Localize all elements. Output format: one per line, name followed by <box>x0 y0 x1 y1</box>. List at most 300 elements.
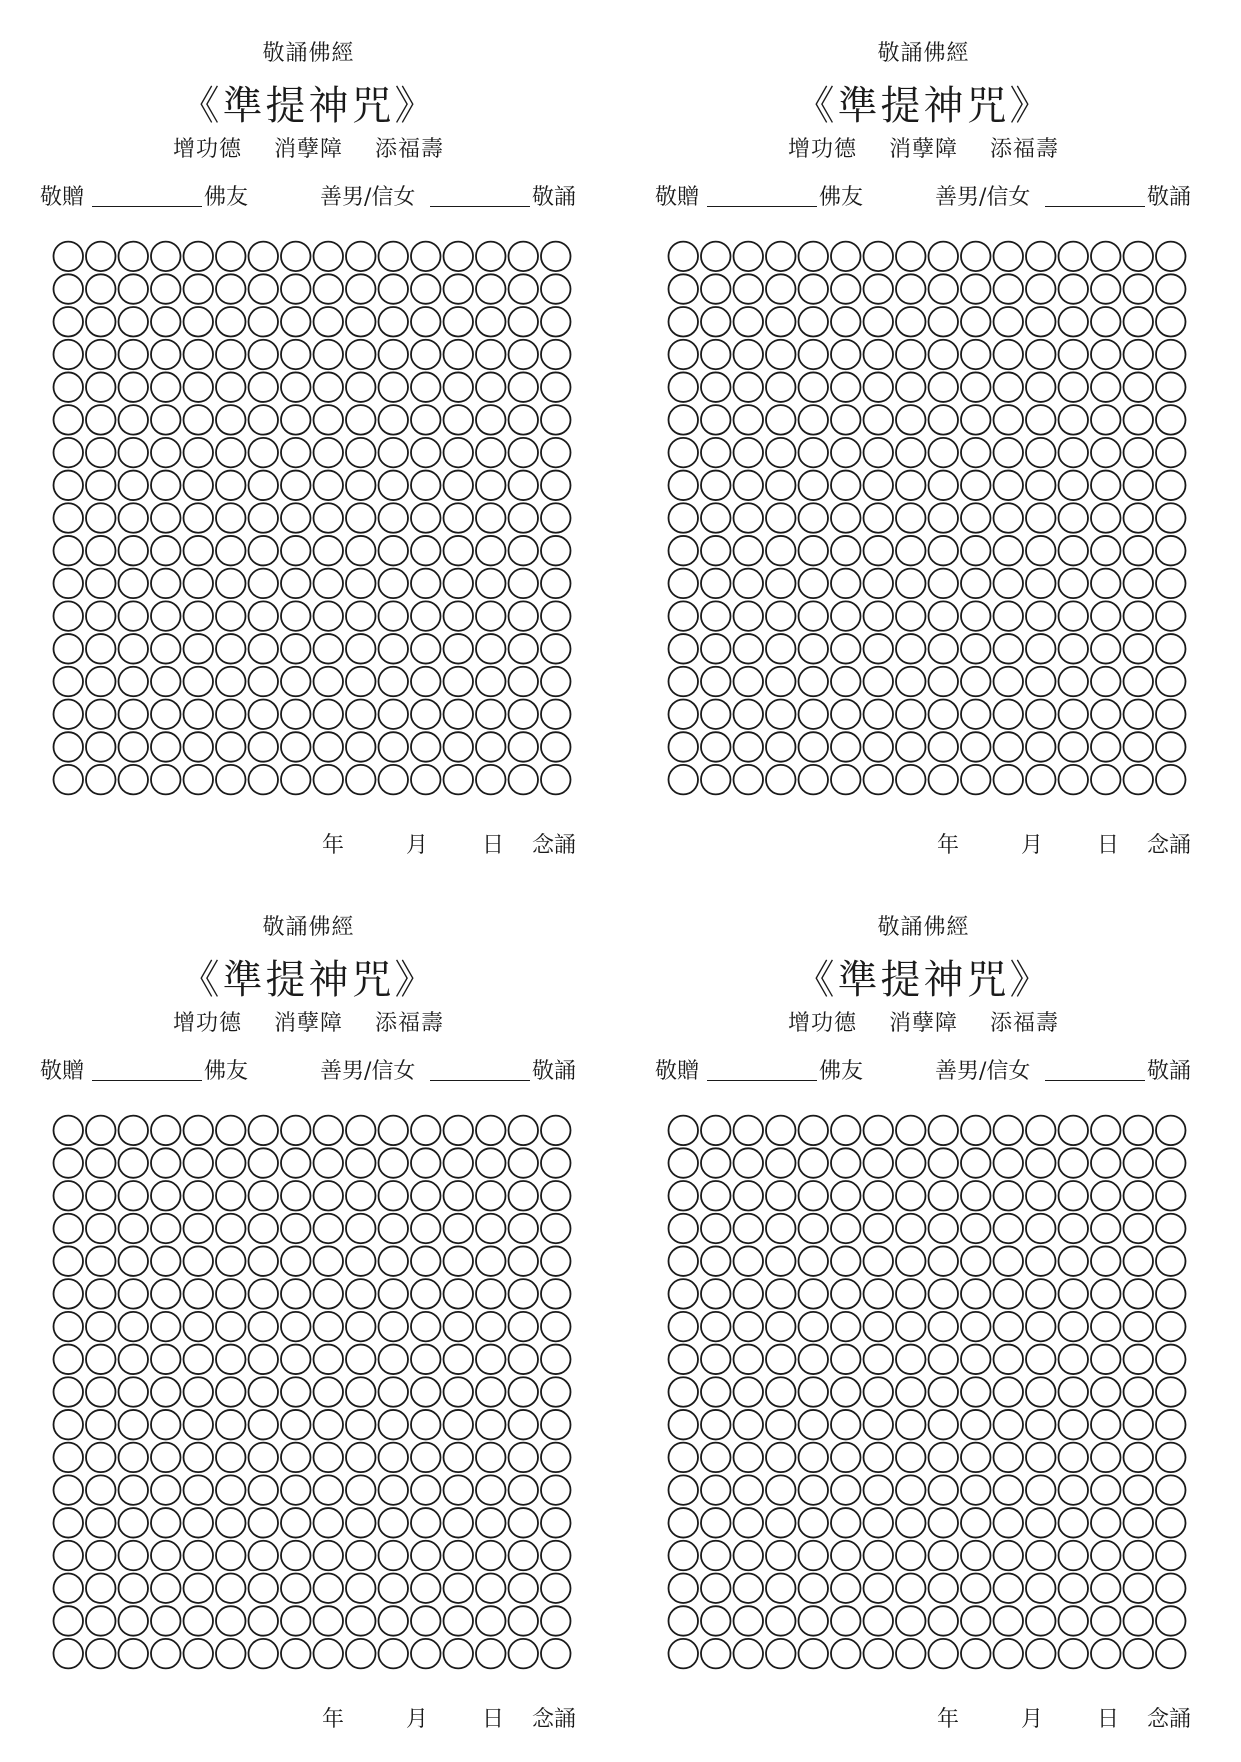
recitation-circle[interactable] <box>734 1148 764 1178</box>
recitation-circle[interactable] <box>1059 1279 1089 1309</box>
recitation-circle[interactable] <box>476 1345 506 1375</box>
recitation-circle[interactable] <box>929 1246 959 1276</box>
recitation-circle[interactable] <box>541 1312 571 1342</box>
recitation-circle[interactable] <box>669 765 699 795</box>
recitation-circle[interactable] <box>896 307 926 337</box>
recitation-circle[interactable] <box>86 699 116 729</box>
recitation-circle[interactable] <box>896 274 926 304</box>
recitation-circle[interactable] <box>86 601 116 631</box>
recitation-circle[interactable] <box>379 536 409 566</box>
recitation-circle[interactable] <box>961 1181 991 1211</box>
recitation-circle[interactable] <box>701 503 731 533</box>
recitation-circle[interactable] <box>734 1246 764 1276</box>
recitation-circle[interactable] <box>701 307 731 337</box>
recitation-circle[interactable] <box>184 1116 214 1146</box>
recitation-circle[interactable] <box>929 1541 959 1571</box>
recitation-circle[interactable] <box>346 536 376 566</box>
recitation-circle[interactable] <box>961 1508 991 1538</box>
recitation-circle[interactable] <box>961 471 991 501</box>
recitation-circle[interactable] <box>1091 536 1121 566</box>
recitation-circle[interactable] <box>929 569 959 599</box>
recitation-circle[interactable] <box>411 765 441 795</box>
recitation-circle[interactable] <box>509 536 539 566</box>
recitation-circle[interactable] <box>509 634 539 664</box>
recitation-circle[interactable] <box>766 405 796 435</box>
recitation-circle[interactable] <box>1091 634 1121 664</box>
recitation-circle[interactable] <box>281 1639 311 1669</box>
recitation-circle[interactable] <box>54 307 84 337</box>
recitation-circle[interactable] <box>701 1246 731 1276</box>
recitation-circle[interactable] <box>1124 1214 1154 1244</box>
recitation-circle[interactable] <box>54 601 84 631</box>
recitation-circle[interactable] <box>961 569 991 599</box>
recitation-circle[interactable] <box>379 405 409 435</box>
recitation-circle[interactable] <box>411 1279 441 1309</box>
recitation-circle[interactable] <box>509 601 539 631</box>
recitation-circle[interactable] <box>701 1312 731 1342</box>
recitation-circle[interactable] <box>669 340 699 370</box>
recitation-circle[interactable] <box>184 1279 214 1309</box>
recitation-circle[interactable] <box>184 634 214 664</box>
recitation-circle[interactable] <box>86 1148 116 1178</box>
recitation-circle[interactable] <box>864 1116 894 1146</box>
recitation-circle[interactable] <box>669 1181 699 1211</box>
recitation-circle[interactable] <box>346 732 376 762</box>
recitation-circle[interactable] <box>476 765 506 795</box>
recitation-circle[interactable] <box>669 1377 699 1407</box>
recitation-circle[interactable] <box>669 536 699 566</box>
recitation-circle[interactable] <box>184 405 214 435</box>
recitation-circle[interactable] <box>249 601 279 631</box>
recitation-circle[interactable] <box>281 1312 311 1342</box>
recitation-circle[interactable] <box>379 1573 409 1603</box>
recitation-circle[interactable] <box>896 405 926 435</box>
recitation-circle[interactable] <box>766 1508 796 1538</box>
recitation-circle[interactable] <box>1059 1345 1089 1375</box>
recitation-circle[interactable] <box>896 1377 926 1407</box>
reciter-blank[interactable] <box>430 1080 530 1081</box>
recitation-circle[interactable] <box>184 1475 214 1505</box>
recitation-circle[interactable] <box>994 307 1024 337</box>
recitation-circle[interactable] <box>541 405 571 435</box>
recitation-circle[interactable] <box>1156 634 1186 664</box>
recitation-circle[interactable] <box>831 1345 861 1375</box>
recitation-circle[interactable] <box>346 1508 376 1538</box>
recitation-circle[interactable] <box>766 1181 796 1211</box>
recitation-circle[interactable] <box>1091 274 1121 304</box>
recitation-circle[interactable] <box>994 1214 1024 1244</box>
recitation-circle[interactable] <box>669 1148 699 1178</box>
recitation-circle[interactable] <box>54 536 84 566</box>
recitation-circle[interactable] <box>961 1443 991 1473</box>
recitation-circle[interactable] <box>929 1345 959 1375</box>
recitation-circle[interactable] <box>994 1475 1024 1505</box>
recitation-circle[interactable] <box>151 307 181 337</box>
recitation-circle[interactable] <box>831 1181 861 1211</box>
recitation-circle[interactable] <box>734 1443 764 1473</box>
recitation-circle[interactable] <box>994 1377 1024 1407</box>
recitation-circle[interactable] <box>216 1181 246 1211</box>
recitation-circle[interactable] <box>86 242 116 272</box>
recitation-circle[interactable] <box>831 765 861 795</box>
recitation-circle[interactable] <box>994 1279 1024 1309</box>
recitation-circle[interactable] <box>994 1541 1024 1571</box>
recitation-circle[interactable] <box>444 1279 474 1309</box>
recitation-circle[interactable] <box>1124 569 1154 599</box>
recitation-circle[interactable] <box>476 307 506 337</box>
recitation-circle[interactable] <box>119 274 149 304</box>
recitation-circle[interactable] <box>1059 1246 1089 1276</box>
recitation-circle[interactable] <box>1059 699 1089 729</box>
recitation-circle[interactable] <box>1091 1443 1121 1473</box>
recitation-circle[interactable] <box>54 765 84 795</box>
recitation-circle[interactable] <box>379 601 409 631</box>
recitation-circle[interactable] <box>1091 1181 1121 1211</box>
recitation-circle[interactable] <box>314 601 344 631</box>
recitation-circle[interactable] <box>1091 405 1121 435</box>
recitation-circle[interactable] <box>346 765 376 795</box>
recitation-circle[interactable] <box>86 340 116 370</box>
recitation-circle[interactable] <box>346 274 376 304</box>
recitation-circle[interactable] <box>1091 1541 1121 1571</box>
recitation-circle[interactable] <box>669 1443 699 1473</box>
recitation-circle[interactable] <box>929 307 959 337</box>
recitation-circle[interactable] <box>669 667 699 697</box>
recitation-circle[interactable] <box>864 536 894 566</box>
recitation-circle[interactable] <box>476 1606 506 1636</box>
recitation-circle[interactable] <box>281 274 311 304</box>
recitation-circle[interactable] <box>541 1181 571 1211</box>
recitation-circle[interactable] <box>411 667 441 697</box>
recitation-circle[interactable] <box>994 1443 1024 1473</box>
recitation-circle[interactable] <box>669 1312 699 1342</box>
recitation-circle[interactable] <box>54 372 84 402</box>
recitation-circle[interactable] <box>766 601 796 631</box>
recitation-circle[interactable] <box>701 732 731 762</box>
recitation-circle[interactable] <box>831 1606 861 1636</box>
recitation-circle[interactable] <box>541 438 571 468</box>
recitation-circle[interactable] <box>281 1475 311 1505</box>
recitation-circle[interactable] <box>929 634 959 664</box>
recitation-circle[interactable] <box>799 732 829 762</box>
recitation-circle[interactable] <box>1156 274 1186 304</box>
recitation-circle[interactable] <box>1026 438 1056 468</box>
recitation-circle[interactable] <box>119 503 149 533</box>
recitation-circle[interactable] <box>734 1475 764 1505</box>
recitation-circle[interactable] <box>1156 1345 1186 1375</box>
recitation-circle[interactable] <box>411 1606 441 1636</box>
recitation-circle[interactable] <box>701 765 731 795</box>
recitation-circle[interactable] <box>799 242 829 272</box>
recitation-circle[interactable] <box>1026 667 1056 697</box>
recitation-circle[interactable] <box>54 1443 84 1473</box>
recitation-circle[interactable] <box>216 340 246 370</box>
recitation-circle[interactable] <box>54 1246 84 1276</box>
recipient-blank[interactable] <box>92 206 202 207</box>
recitation-circle[interactable] <box>151 438 181 468</box>
recitation-circle[interactable] <box>799 438 829 468</box>
recitation-circle[interactable] <box>1156 1116 1186 1146</box>
recitation-circle[interactable] <box>994 274 1024 304</box>
recitation-circle[interactable] <box>766 1148 796 1178</box>
recitation-circle[interactable] <box>734 1639 764 1669</box>
recitation-circle[interactable] <box>411 340 441 370</box>
recitation-circle[interactable] <box>411 1345 441 1375</box>
recitation-circle[interactable] <box>184 1148 214 1178</box>
recitation-circle[interactable] <box>701 1475 731 1505</box>
recitation-circle[interactable] <box>1059 1410 1089 1440</box>
recitation-circle[interactable] <box>929 536 959 566</box>
recitation-circle[interactable] <box>86 1475 116 1505</box>
recitation-circle[interactable] <box>314 765 344 795</box>
recitation-circle[interactable] <box>864 732 894 762</box>
recitation-circle[interactable] <box>151 340 181 370</box>
recitation-circle[interactable] <box>1059 503 1089 533</box>
recitation-circle[interactable] <box>994 601 1024 631</box>
recitation-circle[interactable] <box>864 1508 894 1538</box>
recitation-circle[interactable] <box>669 569 699 599</box>
recitation-circle[interactable] <box>994 569 1024 599</box>
recitation-circle[interactable] <box>216 438 246 468</box>
recitation-circle[interactable] <box>119 405 149 435</box>
recitation-circle[interactable] <box>54 1377 84 1407</box>
recitation-circle[interactable] <box>896 1639 926 1669</box>
recitation-circle[interactable] <box>929 274 959 304</box>
recitation-circle[interactable] <box>1124 503 1154 533</box>
recitation-circle[interactable] <box>216 569 246 599</box>
recitation-circle[interactable] <box>541 1345 571 1375</box>
recitation-circle[interactable] <box>961 667 991 697</box>
recitation-circle[interactable] <box>444 1377 474 1407</box>
recitation-circle[interactable] <box>444 1508 474 1538</box>
recitation-circle[interactable] <box>54 438 84 468</box>
recitation-circle[interactable] <box>799 1181 829 1211</box>
recitation-circle[interactable] <box>476 1181 506 1211</box>
recitation-circle[interactable] <box>1026 1148 1056 1178</box>
recitation-circle[interactable] <box>799 1246 829 1276</box>
recitation-circle[interactable] <box>701 274 731 304</box>
recitation-circle[interactable] <box>86 1377 116 1407</box>
recitation-circle[interactable] <box>929 1214 959 1244</box>
recitation-circle[interactable] <box>1124 340 1154 370</box>
recitation-circle[interactable] <box>669 307 699 337</box>
recitation-circle[interactable] <box>734 1410 764 1440</box>
recitation-circle[interactable] <box>734 634 764 664</box>
recitation-circle[interactable] <box>184 699 214 729</box>
recitation-circle[interactable] <box>734 1541 764 1571</box>
recitation-circle[interactable] <box>799 699 829 729</box>
recitation-circle[interactable] <box>249 765 279 795</box>
recitation-circle[interactable] <box>1059 242 1089 272</box>
recitation-circle[interactable] <box>994 405 1024 435</box>
recitation-circle[interactable] <box>799 405 829 435</box>
recitation-circle[interactable] <box>119 1573 149 1603</box>
recitation-circle[interactable] <box>961 372 991 402</box>
recitation-circle[interactable] <box>314 340 344 370</box>
recitation-circle[interactable] <box>444 438 474 468</box>
recitation-circle[interactable] <box>831 242 861 272</box>
recitation-circle[interactable] <box>1091 1279 1121 1309</box>
recitation-circle[interactable] <box>994 1246 1024 1276</box>
recitation-circle[interactable] <box>896 503 926 533</box>
recitation-circle[interactable] <box>541 242 571 272</box>
recitation-circle[interactable] <box>476 1573 506 1603</box>
recitation-circle[interactable] <box>864 1410 894 1440</box>
recitation-circle[interactable] <box>411 1181 441 1211</box>
recitation-circle[interactable] <box>151 242 181 272</box>
recitation-circle[interactable] <box>86 765 116 795</box>
recitation-circle[interactable] <box>766 274 796 304</box>
recitation-circle[interactable] <box>896 1312 926 1342</box>
recitation-circle[interactable] <box>346 1116 376 1146</box>
recitation-circle[interactable] <box>1026 307 1056 337</box>
recitation-circle[interactable] <box>216 1541 246 1571</box>
recitation-circle[interactable] <box>961 1573 991 1603</box>
recitation-circle[interactable] <box>281 699 311 729</box>
recitation-circle[interactable] <box>1091 503 1121 533</box>
recitation-circle[interactable] <box>896 340 926 370</box>
recitation-circle[interactable] <box>476 503 506 533</box>
recitation-circle[interactable] <box>444 1639 474 1669</box>
recitation-circle[interactable] <box>184 1214 214 1244</box>
recitation-circle[interactable] <box>929 242 959 272</box>
recitation-circle[interactable] <box>1026 1508 1056 1538</box>
recitation-circle[interactable] <box>216 1279 246 1309</box>
recitation-circle[interactable] <box>54 242 84 272</box>
recitation-circle[interactable] <box>541 307 571 337</box>
recitation-circle[interactable] <box>961 405 991 435</box>
recitation-circle[interactable] <box>896 1181 926 1211</box>
recitation-circle[interactable] <box>411 1246 441 1276</box>
recitation-circle[interactable] <box>444 1214 474 1244</box>
recitation-circle[interactable] <box>734 1279 764 1309</box>
recitation-circle[interactable] <box>86 1116 116 1146</box>
recitation-circle[interactable] <box>151 1606 181 1636</box>
recitation-circle[interactable] <box>831 274 861 304</box>
recitation-circle[interactable] <box>86 536 116 566</box>
recitation-circle[interactable] <box>509 242 539 272</box>
recitation-circle[interactable] <box>216 667 246 697</box>
recitation-circle[interactable] <box>896 242 926 272</box>
recitation-circle[interactable] <box>379 1541 409 1571</box>
recitation-circle[interactable] <box>346 1279 376 1309</box>
recitation-circle[interactable] <box>929 1312 959 1342</box>
recitation-circle[interactable] <box>1124 1116 1154 1146</box>
recitation-circle[interactable] <box>119 1246 149 1276</box>
recitation-circle[interactable] <box>216 1443 246 1473</box>
recitation-circle[interactable] <box>734 732 764 762</box>
recitation-circle[interactable] <box>346 1606 376 1636</box>
recitation-circle[interactable] <box>444 569 474 599</box>
recitation-circle[interactable] <box>379 1508 409 1538</box>
recitation-circle[interactable] <box>799 1214 829 1244</box>
recitation-circle[interactable] <box>929 471 959 501</box>
recitation-circle[interactable] <box>831 1377 861 1407</box>
recitation-circle[interactable] <box>961 242 991 272</box>
recitation-circle[interactable] <box>766 1573 796 1603</box>
recitation-circle[interactable] <box>444 601 474 631</box>
recitation-circle[interactable] <box>249 471 279 501</box>
recitation-circle[interactable] <box>1156 503 1186 533</box>
recitation-circle[interactable] <box>86 1345 116 1375</box>
recitation-circle[interactable] <box>1124 699 1154 729</box>
recitation-circle[interactable] <box>701 1508 731 1538</box>
recitation-circle[interactable] <box>994 438 1024 468</box>
recitation-circle[interactable] <box>119 1377 149 1407</box>
recitation-circle[interactable] <box>1026 1181 1056 1211</box>
recitation-circle[interactable] <box>379 1639 409 1669</box>
recitation-circle[interactable] <box>1026 1541 1056 1571</box>
recitation-circle[interactable] <box>1026 1639 1056 1669</box>
recitation-circle[interactable] <box>961 1148 991 1178</box>
recitation-circle[interactable] <box>184 1181 214 1211</box>
recitation-circle[interactable] <box>669 1606 699 1636</box>
recitation-circle[interactable] <box>249 1541 279 1571</box>
recitation-circle[interactable] <box>864 503 894 533</box>
recitation-circle[interactable] <box>994 1573 1024 1603</box>
recitation-circle[interactable] <box>314 307 344 337</box>
recitation-circle[interactable] <box>281 634 311 664</box>
recitation-circle[interactable] <box>119 1443 149 1473</box>
recitation-circle[interactable] <box>119 471 149 501</box>
recitation-circle[interactable] <box>509 732 539 762</box>
recitation-circle[interactable] <box>216 307 246 337</box>
recitation-circle[interactable] <box>669 634 699 664</box>
recitation-circle[interactable] <box>476 536 506 566</box>
recitation-circle[interactable] <box>509 1475 539 1505</box>
recitation-circle[interactable] <box>509 471 539 501</box>
recitation-circle[interactable] <box>864 307 894 337</box>
recitation-circle[interactable] <box>86 569 116 599</box>
recitation-circle[interactable] <box>119 1639 149 1669</box>
recitation-circle[interactable] <box>411 1116 441 1146</box>
recitation-circle[interactable] <box>476 732 506 762</box>
recitation-circle[interactable] <box>249 1181 279 1211</box>
recitation-circle[interactable] <box>444 405 474 435</box>
recitation-circle[interactable] <box>1026 1410 1056 1440</box>
recitation-circle[interactable] <box>346 1214 376 1244</box>
recitation-circle[interactable] <box>346 1573 376 1603</box>
recitation-circle[interactable] <box>54 1214 84 1244</box>
recitation-circle[interactable] <box>411 1443 441 1473</box>
recitation-circle[interactable] <box>1059 569 1089 599</box>
recitation-circle[interactable] <box>54 1475 84 1505</box>
recitation-circle[interactable] <box>1026 601 1056 631</box>
recitation-circle[interactable] <box>799 765 829 795</box>
recitation-circle[interactable] <box>346 372 376 402</box>
recitation-circle[interactable] <box>119 1606 149 1636</box>
recitation-circle[interactable] <box>86 307 116 337</box>
recitation-circle[interactable] <box>184 372 214 402</box>
recitation-circle[interactable] <box>86 634 116 664</box>
recitation-circle[interactable] <box>669 699 699 729</box>
recitation-circle[interactable] <box>1059 274 1089 304</box>
recitation-circle[interactable] <box>799 1508 829 1538</box>
recitation-circle[interactable] <box>1091 569 1121 599</box>
recitation-circle[interactable] <box>1124 438 1154 468</box>
recitation-circle[interactable] <box>1026 1214 1056 1244</box>
recitation-circle[interactable] <box>119 372 149 402</box>
recitation-circle[interactable] <box>151 1312 181 1342</box>
recitation-circle[interactable] <box>184 503 214 533</box>
recitation-circle[interactable] <box>799 307 829 337</box>
recitation-circle[interactable] <box>1091 340 1121 370</box>
recitation-circle[interactable] <box>1091 1246 1121 1276</box>
recitation-circle[interactable] <box>961 503 991 533</box>
recitation-circle[interactable] <box>249 699 279 729</box>
recitation-circle[interactable] <box>411 569 441 599</box>
recitation-circle[interactable] <box>379 307 409 337</box>
